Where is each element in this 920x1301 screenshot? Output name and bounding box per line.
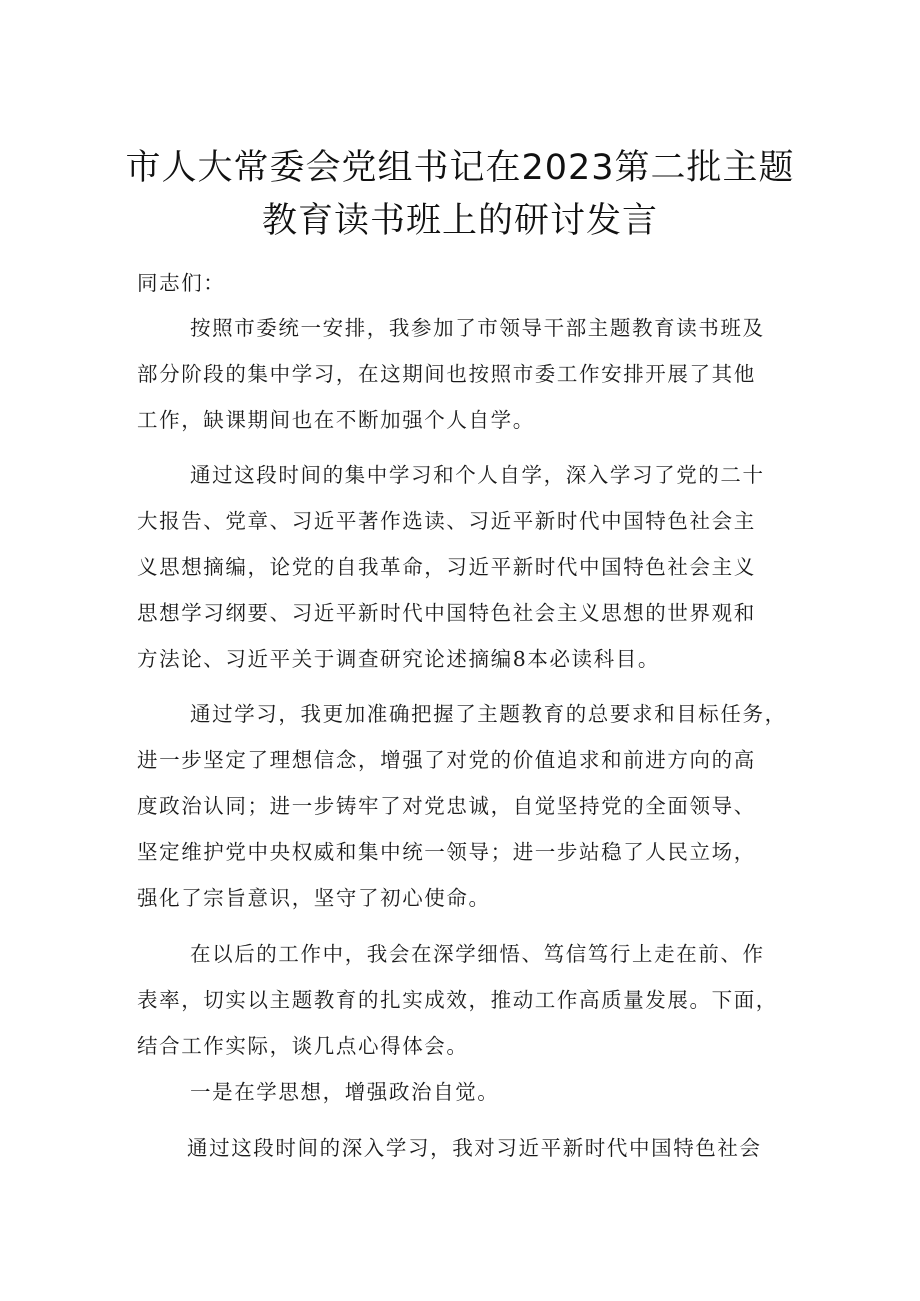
body-line: 结合工作实际，谈几点心得体会。 [137, 1034, 469, 1058]
body-line: 在以后的工作中，我会在深学细悟、笃信笃行上走在前、作 [190, 942, 765, 966]
document-title-line-1: 市人大常委会党组书记在2023第二批主题 [125, 148, 795, 188]
body-line: 强化了宗旨意识，坚守了初心使命。 [137, 886, 491, 910]
body-line: 义思想摘编，论党的自我革命，习近平新时代中国特色社会主义 [137, 555, 756, 579]
body-line: 工作，缺课期间也在不断加强个人自学。 [137, 408, 535, 432]
body-line: 思想学习纲要、习近平新时代中国特色社会主义思想的世界观和 [137, 601, 756, 625]
body-line: 度政治认同；进一步铸牢了对党忠诚，自觉坚持党的全面领导、 [137, 794, 756, 818]
body-line: 表率，切实以主题教育的扎实成效，推动工作高质量发展。下面， [137, 988, 778, 1012]
body-line: 通过这段时间的集中学习和个人自学，深入学习了党的二十 [190, 463, 765, 487]
body-line: 通过这段时间的深入学习，我对习近平新时代中国特色社会 [187, 1136, 762, 1160]
body-line: 通过学习，我更加准确把握了主题教育的总要求和目标任务， [190, 702, 787, 726]
body-line: 进一步坚定了理想信念，增强了对党的价值追求和前进方向的高 [137, 748, 756, 772]
body-line: 按照市委统一安排，我参加了市领导干部主题教育读书班及 [190, 316, 765, 340]
body-line: 方法论、习近平关于调查研究论述摘编8本必读科目。 [137, 647, 660, 671]
section-heading: 一是在学思想，增强政治自觉。 [190, 1080, 500, 1104]
body-line: 坚定维护党中央权威和集中统一领导；进一步站稳了人民立场， [137, 840, 756, 864]
body-line: 部分阶段的集中学习，在这期间也按照市委工作安排开展了其他 [137, 362, 756, 386]
document-title-line-2: 教育读书班上的研讨发言 [261, 201, 658, 241]
salutation: 同志们： [137, 271, 226, 295]
body-line: 大报告、党章、习近平著作选读、习近平新时代中国特色社会主 [137, 509, 756, 533]
